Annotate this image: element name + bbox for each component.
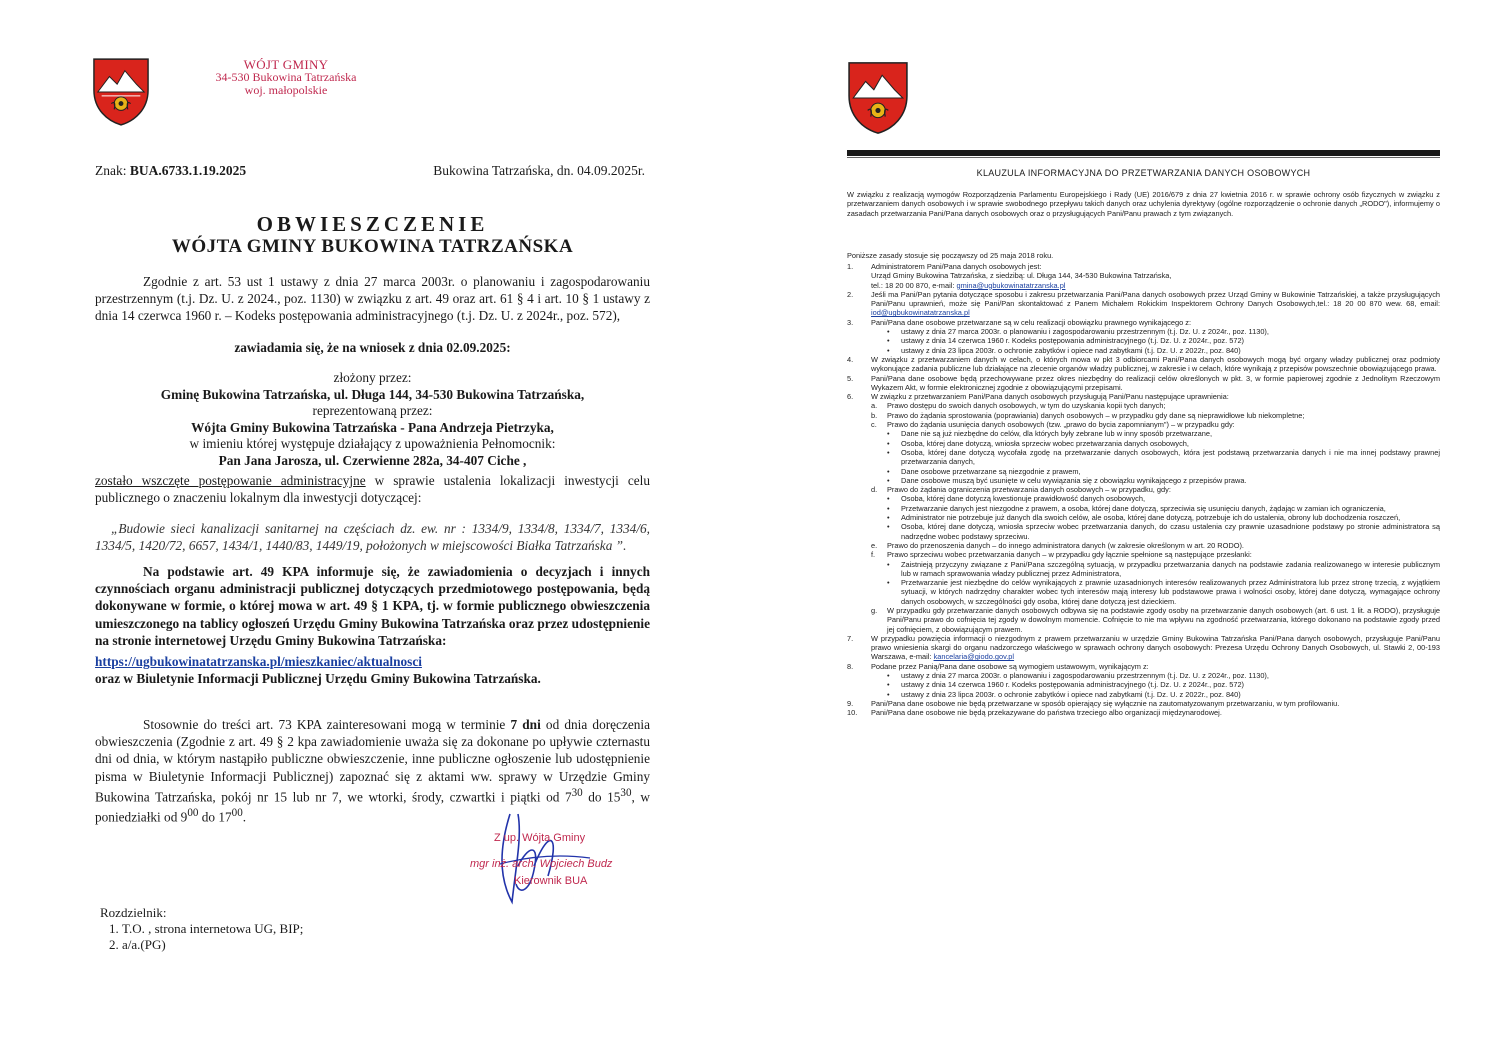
signature-line1: Z up. Wójta Gminy [494, 832, 586, 844]
list-item: 7. W przypadku powzięcia informacji o niezgodnym z prawem przetwarzaniu w urzędzie Gminy Bukowina Tatrzańska Pani/Pana danych osobowych, przysługuje Pani/Panu prawo wniesienia skargi do organu nadzorczego właściwego w sprawach ochrony danych osobowych: Prezesa Urzędu Ochrony Danych Osobowych, ul. Stawki 2, 00-193 Warszawa, e-mail: kancelaria@giodo.gov.pl [847, 633, 1440, 662]
list-item: 8. Podane przez Panią/Pana dane osobowe są wymogiem ustawowym, wynikającym z: • ustawy z dnia 27 marca 2003r. o planowaniu i zagospodarowaniu przestrzennym (t.j. Dz. U. z 2024r., poz. 1130), • ustawy z dnia 14 czerwca 1960 r. Kodeks postępowania administracyjnego (t.j. Dz. U. z 2024r., poz. 572) • ustawy z dnia 23 lipca 2003r. o ochronie zabytków i opiece nad zabytkami (t.j. Dz. U. z 2022r., poz. 840) [847, 661, 1269, 699]
list-item: 6. W związku z przetwarzaniem Pani/Pana danych osobowych przysługują Pani/Panu następujące uprawnienia: a. Prawo dostępu do swoich danych osobowych, w tym do uzyskania kopii tych danych; b. Prawo do żądania sprostowania (poprawiania) danych osobowych – w przypadku gdy dane są nieprawidłowe lub niekompletne; c. Prawo do żądania usunięcia danych osobowych (tzw. „prawo do bycia zapomnianym") – w przypadku gdy: • Dane nie są już niezbędne do celów, dla których były zebrane lub w inny sposób przetwarzane, • Osoba, której dane dotyczą, wniosła sprzeciw wobec przetwarzania danych osobowych, • Osoba, której dane dotyczą wycofała zgodę na przetwarzanie danych osobowych, która jest podstawą przetwarzania danych i nie ma innej podstawy prawnej przetwarzania danych, • Dane osobowe przetwarzane są niezgodnie z prawem, • Dane osobowe muszą być usunięte w celu wywiązania się z obowiązku wynikającego z przepisów prawa. d. Prawo do żądania ograniczenia przetwarzania danych osobowych – w przypadku, gdy: • Osoba, której dane dotyczą kwestionuje prawidłowość danych osobowych, • Przetwarzanie danych jest niezgodne z prawem, a osoba, której dane dotyczą, sprzeciwia się usunięciu danych, żądając w zamian ich ograniczenia, • Administrator nie potrzebuje już danych dla swoich celów, ale osoba, której dane dotyczą, potrzebuje ich do ustalenia, obrony lub dochodzenia roszczeń, • Osoba, której dane dotyczą, wniosła sprzeciw wobec przetwarzania danych, do czasu ustalenia czy prawnie uzasadnione podstawy po stronie administratora są nadrzędne wobec podstawy sprzeciwu. e. Prawo do przenoszenia danych – do innego administratora danych (w zakresie określonym w art. 20 RODO). f. Prawo sprzeciwu wobec przetwarzania danych – w przypadku gdy łącznie spełnione są następujące przesłanki: • Zaistnieją przyczyny związane z Pani/Pana szczególną sytuacją, w przypadku przetwarzania danych na podstawie zadania realizowanego w interesie publicznym lub w ramach sprawowania władzy publicznej przez Administratora, • Przetwarzanie jest niezbędne do celów wynikających z prawnie uzasadnionych interesów realizowanych przez Administratora lub przez stronę trzecią, z wyjątkiem sytuacji, w których nadrzędny charakter wobec tych interesów mają interesy lub podstawowe prawa i wolności osoby, której dane dotyczą, wymagające ochrony danych osobowych, w szczególności gdy osoba, której dane dotyczą jest dzieckiem. g. W przypadku gdy przetwarzanie danych osobowych odbywa się na podstawie zgody osoby na przetwarzanie danych osobowych (art. 6 ust. 1 lit. a RODO), przysługuje Pani/Panu prawo do cofnięcia tej zgody w dowolnym momencie. Cofnięcie to nie ma wpływu na zgodność przetwarzania, którego dokonano na podstawie zgody przed jej cofnięciem, z obowiązującym prawem. [847, 392, 1440, 634]
issuer-region: woj. małopolskie [244, 83, 328, 97]
access-paragraph: Stosownie do treści art. 73 KPA zainteresowani mogą w terminie 7 dni od dnia doręczenia obwieszczenia (Zgodnie z art. 49 § 2 kpa zawiadomienie uważa się za dokonane po upływie czternastu dni od dnia, w którym nastąpiło publiczne obwieszczenie, inne publiczne ogłoszenie lub udostępnienie pisma w Biuletynie Informacji Publicznej) zapoznać się z aktami ww. sprawy w Urzędzie Gminy Bukowina Tatrzańska, pokój nr 15 lub nr 7, we wtorki, środy, czwartki i piątki od $7^{30}$ do $15^{30}$, w poniedziałki od $9^{00}$ do $17^{00}$. [95, 717, 650, 825]
signature-line2: mgr inż. arch. Wojciech Budz [470, 858, 613, 870]
place-date: Bukowina Tatrzańska, dn. 04.09.2025r. [433, 163, 645, 178]
clause-title: KLAUZULA INFORMACYJNA DO PRZETWARZANIA DANYCH OSOBOWYCH [976, 168, 1311, 178]
legal-basis-paragraph: Zgodnie z art. 53 ust 1 ustawy z dnia 27 marca 2003r. o planowaniu i zagospodarowaniu przestrzennym (t.j. Dz. U. z 2024., poz. 1130) w związku z art. 49 oraz art. 61 § 4 i art. 10 § 1 ustawy z dnia 14 czerwca 1960 r. – Kodeks postępowania administracyjnego (t.j. Dz. U. z 2024r., poz. 572), [95, 274, 650, 324]
header-rule [847, 150, 1440, 156]
list-item: 2. Jeśli ma Pani/Pan pytania dotyczące sposobu i zakresu przetwarzania Pani/Pana danych osobowych przez Urząd Gminy w Bukowinie Tatrzańskiej, a także przysługujących Pani/Panu uprawnień, może się Pani/Pan skontaktować z Panem Michałem Rokickim Inspektorem Ochrony Danych Osobowych,tel.: 18 20 00 870 wew. 68, email: iod@ugbukowinatatrzanska.pl [847, 289, 1440, 318]
clause-intro: W związku z realizacją wymogów Rozporządzenia Parlamentu Europejskiego i Rady (UE) 2016/679 z dnia 27 kwietnia 2016 r. w sprawie ochrony osób fizycznych w związku z przetwarzaniem danych osobowych i w sprawie swobodnego przepływu takich danych oraz uchylenia dyrektywy (ogólne rozporządzenie o ochronie danych „RODO"), informujemy o zasadach przetwarzania Pani/Pana danych osobowych oraz o przysługujących Pani/Panu prawach z tym związanych. [847, 190, 1440, 218]
list-item: 9. Pani/Pana dane osobowe nie będą przetwarzane w sposób opierający się wyłącznie na zautomatyzowanym przetwarzaniu, w tym profilowaniu. [847, 698, 1340, 708]
proceeding-paragraph: zostało wszczęte postępowanie administracyjne w sprawie ustalenia lokalizacji inwestycji celu publicznego o znaczeniu lokalnym dla inwestycji dotyczącej: [95, 473, 650, 506]
list-item: 4. W związku z przetwarzaniem danych w celach, o których mowa w pkt 3 odbiorcami Pani/Pana danych osobowych mogą być organy władzy publicznej oraz podmioty wykonujące zadania publiczne lub działające na zlecenie organów władzy publicznej, w zakresie i w celach, które wynikają z przepisów powszechnie obowiązującego prawa. [847, 354, 1440, 374]
list-item: 10. Pani/Pana dane osobowe nie będą przekazywane do państwa trzeciego albo organizacji międzynarodowej. [847, 708, 1222, 718]
distribution-item: 2. a/a.(PG) [122, 937, 303, 953]
representative-name: Wójta Gminy Bukowina Tatrzańska - Pana Andrzeja Pietrzyka, [191, 419, 554, 435]
issuer-block [196, 58, 376, 97]
document-subtitle: WÓJTA GMINY BUKOWINA TATRZAŃSKA [171, 236, 574, 257]
coat-of-arms-icon [92, 57, 150, 127]
reference-number: Znak: BUA.6733.1.19.2025 [95, 163, 247, 178]
applicant-name: Gminę Bukowina Tatrzańska, ul. Długa 144, 34-530 Bukowina Tatrzańska, [160, 386, 585, 402]
issuer-address: 34-530 Bukowina Tatrzańska [215, 70, 357, 84]
list-item: 3. Pani/Pana dane osobowe przetwarzane są w celu realizacji obowiązku prawnego wynikającego z: • ustawy z dnia 27 marca 2003r. o planowaniu i zagospodarowaniu przestrzennym (t.j. Dz. U. z 2024r., poz. 1130), • ustawy z dnia 14 czerwca 1960 r. Kodeks postępowania administracyjnego (t.j. Dz. U. z 2024r., poz. 572) • ustawy z dnia 23 lipca 2003r. o ochronie zabytków i opiece nad zabytkami (t.j. Dz. U. z 2022r., poz. 840) [847, 317, 1269, 355]
signature-stamp [470, 806, 640, 916]
email-link[interactable]: iod@ugbukowinatatrzanska.pl [871, 308, 970, 318]
on-behalf-label: w imieniu której występuje działający z upoważnienia Pełnomocnik: [189, 436, 556, 451]
distribution-heading: Rozdzielnik: [100, 905, 167, 920]
kpa-paragraph: Na podstawie art. 49 KPA informuje się, że zawiadomienia o decyzjach i innych czynnościach organu administracji publicznej dotyczących przedmiotowego postępowania, będą dokonywane w formie, o której mowa w art. 49 § 1 KPA, tj. w formie publicznego obwieszczenia umieszczonego na tablicy ogłoszeń Urzędu Gminy Bukowina Tatrzańska oraz przez udostępnienie na stronie internetowej Urzędu Gminy Bukowina Tatrzańska: [95, 564, 650, 648]
email-link[interactable]: gmina@ugbukowinatatrzanska.pl [956, 280, 1066, 290]
coat-of-arms-icon [847, 60, 909, 136]
clause-list [847, 262, 1440, 718]
privacy-clause-page [755, 0, 1500, 1061]
notice-page [0, 0, 745, 1061]
website-link[interactable]: https://ugbukowinatatrzanska.pl/mieszkaniec/aktualnosci [95, 654, 422, 669]
attorney-name: Pan Jana Jarosza, ul. Czerwienne 282a, 34-407 Ciche , [218, 452, 527, 468]
header-rule-thin [847, 157, 1440, 158]
applicant-block [95, 370, 650, 469]
investment-description: „Budowie sieci kanalizacji sanitarnej na częściach dz. ew. nr : 1334/9, 1334/8, 1334/7, 1334/6, 1334/5, 1420/72, 6657, 1434/1, 1440/83, 1449/19, położonych w miejscowości Białka Tatrzańska ”. [95, 521, 650, 554]
reference-line [95, 163, 645, 179]
distribution-list [100, 905, 303, 953]
bip-text: oraz w Biuletynie Informacji Publicznej Urzędu Gminy Bukowina Tatrzańska. [95, 671, 541, 687]
notice-statement: zawiadamia się, że na wniosek z dnia 02.09.2025: [234, 340, 511, 355]
document-title: OBWIESZCZENIE [256, 212, 489, 236]
list-item: 1. Administratorem Pani/Pana danych osobowych jest: Urząd Gminy Bukowina Tatrzańska, z siedzibą: ul. Długa 144, 34-530 Bukowina Tatrzańska, tel.: 18 20 00 870, e-mail: gmina@ugbukowinatatrzanska.pl [847, 262, 1172, 290]
filed-by-label: złożony przez: [333, 370, 412, 385]
represented-label: reprezentowaną przez: [312, 403, 433, 418]
proceeding-started: zostało wszczęte postępowanie administracyjne [95, 473, 366, 488]
issuer-title: WÓJT GMINY [243, 57, 329, 72]
email-link[interactable]: kancelaria@giodo.gov.pl [933, 652, 1015, 662]
distribution-item: 1. T.O. , strona internetowa UG, BIP; [122, 921, 303, 937]
signature-line3: Kierownik BUA [514, 875, 588, 887]
list-item: 5. Pani/Pana dane osobowe będą przechowywane przez okres niezbędny do realizacji celów określonych w pkt. 3, w formie papierowej zgodnie z Jednolitym Rzeczowym Wykazem Akt, w formie elektronicznej zgodnie z obowiązującymi przepisami. [847, 373, 1440, 392]
clause-since: Poniższe zasady stosuje się począwszy od 25 maja 2018 roku. [847, 251, 1054, 260]
website-block [95, 653, 650, 687]
